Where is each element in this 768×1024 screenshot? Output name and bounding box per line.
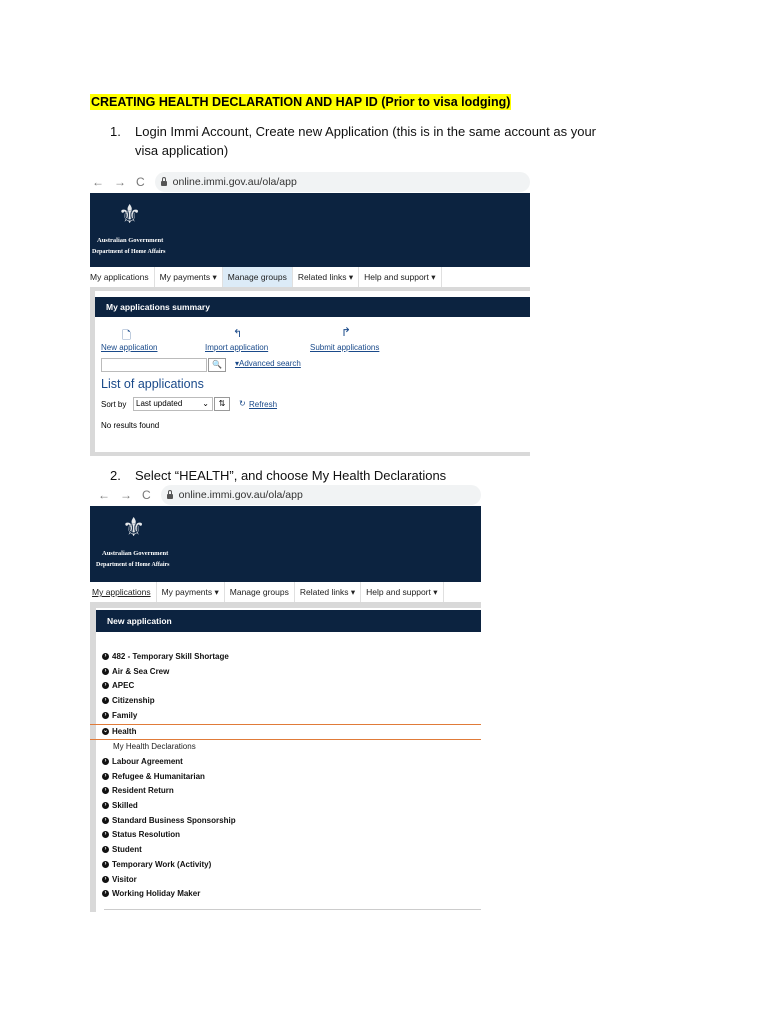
url-text: online.immi.gov.au/ola/app (172, 176, 297, 188)
share-icon[interactable]: ↱ (341, 325, 352, 339)
no-results-text: No results found (101, 421, 160, 430)
new-application-link[interactable]: New application (101, 343, 158, 352)
panel-bottom-divider (104, 909, 481, 910)
document-title: CREATING HEALTH DECLARATION AND HAP ID (Prior to visa lodging) (91, 95, 511, 109)
lock-icon (161, 181, 167, 186)
new-document-icon[interactable]: 🗋 (122, 330, 131, 342)
category-standard-business-sponsorship[interactable]: › Standard Business Sponsorship (96, 814, 481, 829)
menu-related-links[interactable]: Related links ▾ (295, 582, 361, 602)
chevron-right-icon: › (102, 890, 109, 897)
menu-my-payments[interactable]: My payments ▾ (155, 267, 223, 287)
back-arrow-icon[interactable]: ← (98, 488, 110, 502)
summary-heading: My applications summary (95, 297, 530, 317)
forward-arrow-icon[interactable]: → (114, 175, 126, 189)
sort-label: Sort by (101, 400, 127, 409)
chevron-right-icon: › (102, 861, 109, 868)
forward-arrow-icon[interactable]: → (120, 488, 132, 502)
menu-my-applications[interactable]: My applications (90, 267, 155, 287)
category-citizenship[interactable]: › Citizenship (96, 694, 481, 709)
sort-value: Last updated (136, 399, 183, 408)
category-health[interactable]: ⌄ Health (90, 724, 481, 741)
chevron-right-icon: › (102, 802, 109, 809)
department-name: Department of Home Affairs (92, 249, 166, 255)
chevron-right-icon: › (102, 876, 109, 883)
step-text: Login Immi Account, Create new Application (this is in the same account as your visa application) (135, 124, 597, 158)
url-text: online.immi.gov.au/ola/app (178, 489, 303, 501)
list-title: List of applications (101, 377, 204, 391)
new-application-panel (90, 608, 481, 912)
category-apec[interactable]: › APEC (96, 679, 481, 694)
coat-of-arms-icon: ⚜ (122, 512, 146, 542)
chevron-right-icon: › (102, 682, 109, 689)
menu-manage-groups[interactable]: Manage groups (223, 267, 293, 287)
browser-address-row (90, 484, 481, 506)
chevron-right-icon: › (102, 817, 109, 824)
menu-manage-groups[interactable]: Manage groups (225, 582, 295, 602)
menu-help-and-support[interactable]: Help and support ▾ (361, 582, 443, 602)
government-name: Australian Government (97, 237, 164, 244)
new-application-heading: New application (96, 610, 481, 632)
coat-of-arms-icon: ⚜ (118, 199, 142, 229)
category-air-sea-crew[interactable]: › Air & Sea Crew (96, 665, 481, 680)
category-status-resolution[interactable]: › Status Resolution (96, 828, 481, 843)
chevron-right-icon: › (102, 758, 109, 765)
advanced-search-link[interactable]: ▾Advanced search (235, 359, 301, 368)
reload-icon[interactable]: C (142, 488, 151, 502)
chevron-right-icon: › (102, 831, 109, 838)
main-menu (90, 582, 481, 608)
chevron-down-icon: ⌄ (202, 399, 209, 408)
refresh-link[interactable]: Refresh (249, 400, 278, 409)
category-student[interactable]: › Student (96, 843, 481, 858)
main-menu (90, 267, 530, 291)
category-refugee-humanitarian[interactable]: › Refugee & Humanitarian (96, 770, 481, 785)
government-name: Australian Government (102, 550, 169, 557)
step-text: Select “HEALTH”, and choose My Health Declarations (135, 468, 447, 483)
address-bar[interactable] (155, 172, 530, 192)
category-resident-return[interactable]: › Resident Return (96, 784, 481, 799)
step-number: 1. (110, 124, 121, 139)
reload-icon[interactable]: C (136, 175, 145, 189)
category-visitor[interactable]: › Visitor (96, 873, 481, 888)
step-number: 2. (110, 468, 121, 483)
chevron-right-icon: › (102, 787, 109, 794)
category-family[interactable]: › Family (96, 709, 481, 724)
chevron-right-icon: › (102, 653, 109, 660)
chevron-right-icon: › (102, 712, 109, 719)
category-labour-agreement[interactable]: › Labour Agreement (96, 755, 481, 770)
menu-my-applications[interactable]: My applications (90, 582, 157, 602)
category-temporary-work-activity[interactable]: › Temporary Work (Activity) (96, 858, 481, 873)
chevron-right-icon: › (102, 773, 109, 780)
import-icon[interactable]: ↰ (233, 328, 243, 340)
import-application-link[interactable]: Import application (205, 343, 269, 352)
category-list (96, 650, 481, 902)
lock-icon (167, 494, 173, 499)
sort-select[interactable] (133, 397, 213, 411)
category-working-holiday-maker[interactable]: › Working Holiday Maker (96, 887, 481, 902)
sort-order-icon[interactable]: ⇅ (214, 397, 230, 411)
department-name: Department of Home Affairs (96, 562, 170, 568)
category-skilled[interactable]: › Skilled (96, 799, 481, 814)
chevron-right-icon: › (102, 846, 109, 853)
search-input[interactable] (101, 358, 207, 372)
my-health-declarations-link[interactable]: My Health Declarations (113, 742, 196, 752)
search-icon: 🔍 (212, 360, 222, 369)
browser-address-row (90, 171, 530, 193)
panel-bottom-border (90, 452, 530, 456)
chevron-right-icon: › (102, 697, 109, 704)
screenshot-my-applications (90, 171, 530, 456)
chevron-down-icon: ⌄ (102, 727, 109, 734)
menu-help-and-support[interactable]: Help and support ▾ (359, 267, 441, 287)
step-1 (110, 122, 615, 160)
address-bar[interactable] (161, 485, 481, 505)
menu-related-links[interactable]: Related links ▾ (293, 267, 359, 287)
menu-my-payments[interactable]: My payments ▾ (157, 582, 225, 602)
chevron-right-icon: › (102, 668, 109, 675)
back-arrow-icon[interactable]: ← (92, 175, 104, 189)
refresh-icon[interactable]: ↻ (239, 399, 246, 408)
screenshot-new-application (90, 484, 481, 912)
search-button[interactable] (208, 358, 226, 372)
site-banner (90, 193, 530, 267)
category-482[interactable]: › 482 - Temporary Skill Shortage (96, 650, 481, 665)
summary-panel (90, 289, 530, 456)
site-banner (90, 506, 481, 582)
step-2 (110, 466, 615, 485)
submit-applications-link[interactable]: Submit applications (310, 343, 380, 352)
